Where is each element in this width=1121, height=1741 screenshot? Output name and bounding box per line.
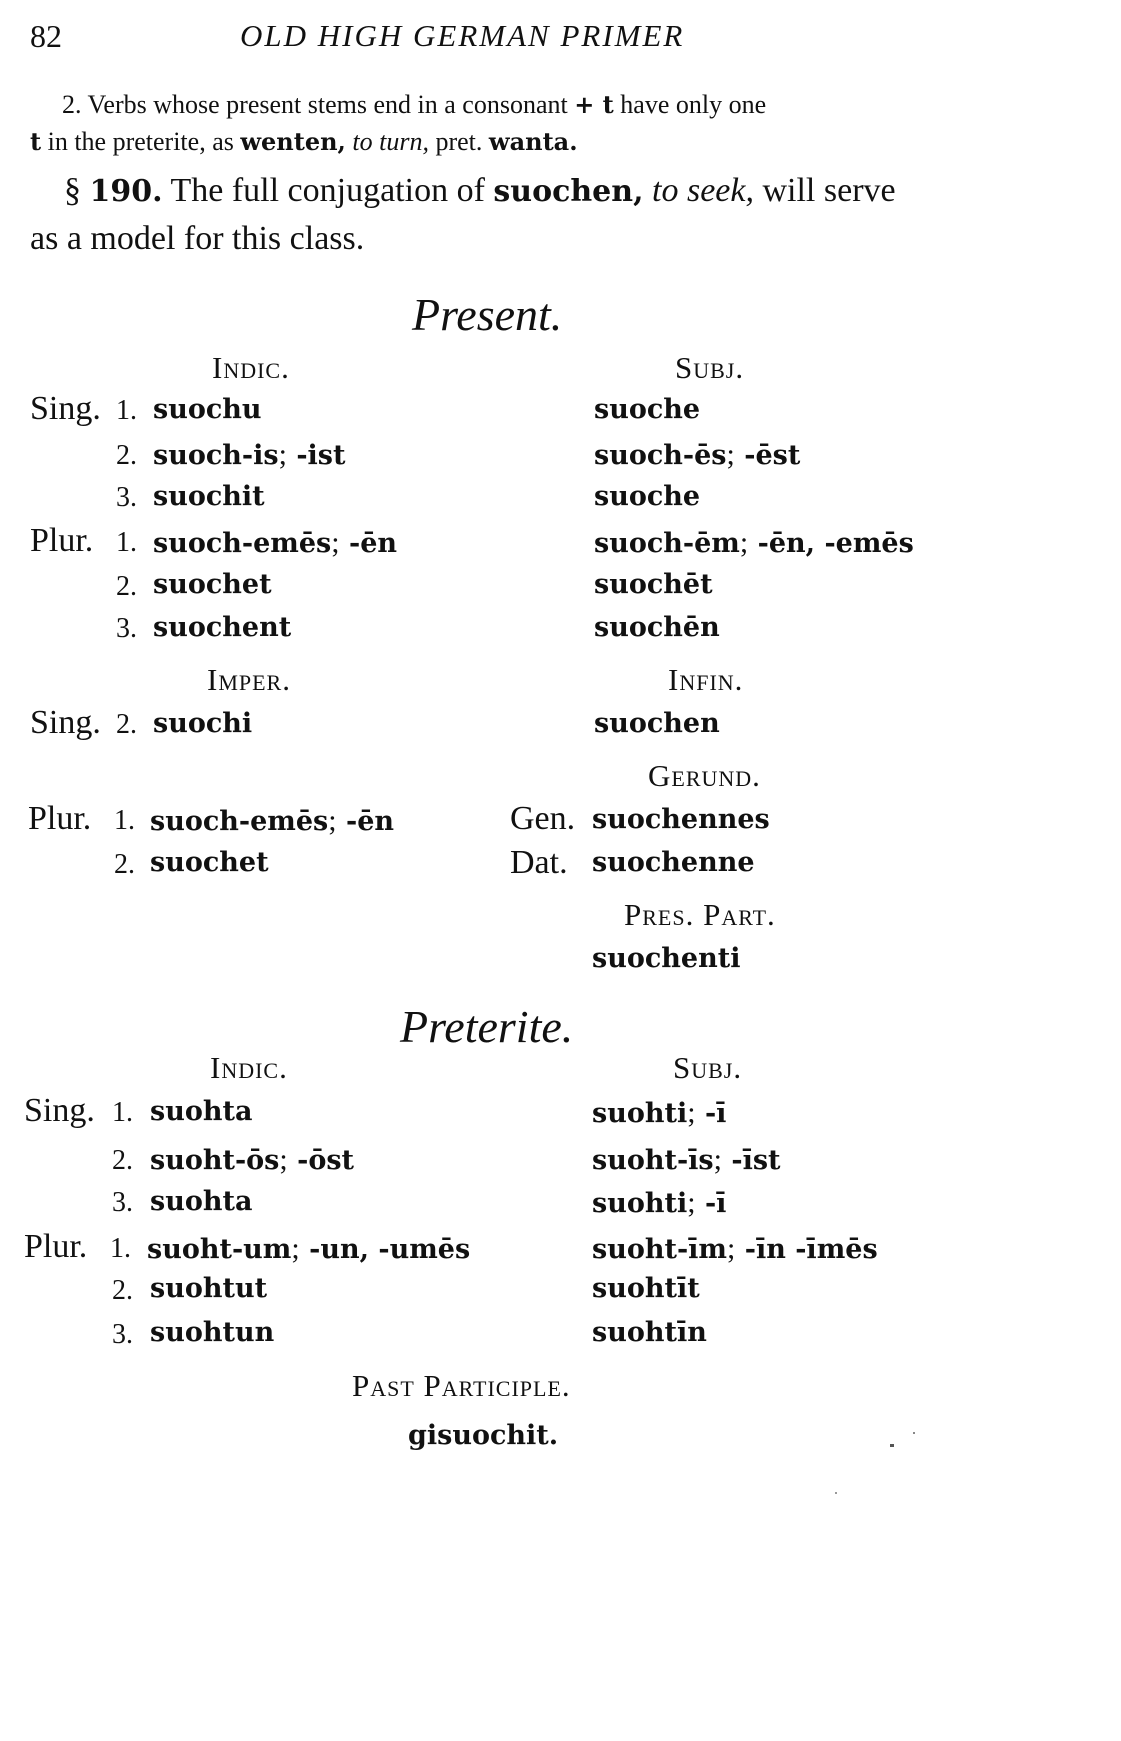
preterite-title: Preterite. [400, 1001, 574, 1052]
row-number: 3. [112, 1319, 133, 1350]
present-indic-2pl: suochet [153, 569, 272, 600]
preterite-subj-1pl [592, 1232, 878, 1266]
form: suoch-emēs [150, 806, 329, 837]
note-text: pret. [435, 127, 483, 156]
row-number: 2. [116, 571, 137, 602]
note-gloss: to turn, [352, 127, 429, 156]
infinitive: suochen [594, 708, 720, 739]
section-paragraph-line-2: as a model for this class. [30, 220, 365, 257]
para-gloss: to seek, [652, 172, 754, 209]
gerund-gen: suochennes [592, 804, 770, 835]
row-number: 1. [116, 395, 137, 426]
variant: -īn -īmēs [744, 1234, 878, 1265]
row-number: 2. [112, 1145, 133, 1176]
note-line-1 [62, 90, 766, 120]
preterite-plur-label: Plur. [24, 1228, 88, 1265]
note-text: in the preterite, as [47, 127, 234, 156]
present-subj-3pl: suochēn [594, 612, 720, 643]
present-indic-3pl: suochent [153, 612, 292, 643]
present-indic-2sg [153, 438, 345, 472]
separator: ; [726, 438, 735, 471]
separator: ; [713, 1143, 722, 1176]
present-subj-1pl [594, 526, 914, 560]
present-subj-2sg [594, 438, 800, 472]
pres-part: suochenti [592, 943, 741, 974]
row-number: 2. [116, 440, 137, 471]
note-word: wenten, [240, 127, 346, 156]
preterite-subj-3pl: suohtīn [592, 1317, 707, 1348]
row-number: 1. [112, 1097, 133, 1128]
form: suoht-ōs [150, 1145, 280, 1176]
separator: ; [687, 1186, 696, 1219]
variant: -un, -umēs [309, 1234, 471, 1265]
preterite-subj-2sg [592, 1143, 781, 1177]
note-line-2 [30, 127, 578, 157]
preterite-indic-2pl: suohtut [150, 1273, 268, 1304]
past-participle: gisuochit. [408, 1420, 559, 1451]
preterite-indic-1pl [147, 1232, 470, 1266]
preterite-indic-label: Indic. [210, 1050, 288, 1085]
form: suoch-emēs [153, 528, 332, 559]
preterite-indic-2sg [150, 1143, 354, 1177]
separator: ; [279, 1143, 288, 1176]
variant: -īst [731, 1145, 781, 1176]
present-subj-3sg: suoche [594, 481, 701, 512]
variant: -ēn, -emēs [757, 528, 914, 559]
row-number: 3. [116, 482, 137, 513]
present-sing-label: Sing. [30, 390, 101, 427]
running-title: OLD HIGH GERMAN PRIMER [240, 18, 685, 53]
scan-speck [890, 1444, 894, 1447]
form: suoht-īm [592, 1234, 727, 1265]
preterite-sing-label: Sing. [24, 1092, 95, 1129]
imper-plur-label: Plur. [28, 800, 92, 837]
form: suoht-um [147, 1234, 292, 1265]
separator: ; [331, 526, 340, 559]
separator: ; [278, 438, 287, 471]
variant: -ist [296, 440, 346, 471]
row-number: 2. [114, 849, 135, 880]
present-indic-1sg: suochu [153, 394, 262, 425]
form: suoht-īs [592, 1145, 714, 1176]
form: suoch-ēm [594, 528, 740, 559]
preterite-subj-2pl: suohtīt [592, 1273, 700, 1304]
present-indic-label: Indic. [212, 350, 290, 385]
section-sign: § [64, 172, 81, 209]
note-number: 2. [62, 90, 82, 119]
variant: -ī [704, 1098, 727, 1129]
row-number: 2. [112, 1275, 133, 1306]
page-number: 82 [30, 18, 62, 54]
separator: ; [291, 1232, 300, 1265]
present-plur-label: Plur. [30, 522, 94, 559]
section-number: 190. [89, 174, 163, 209]
note-text: Verbs whose present stems end in a consonant [87, 90, 568, 119]
gerund-dat: suochenne [592, 847, 755, 878]
variant: -ēn [346, 806, 395, 837]
variant: -ēn [349, 528, 398, 559]
note-t: t [30, 127, 42, 156]
section-paragraph-line-1 [64, 172, 896, 210]
imper-2pl: suochet [150, 847, 269, 878]
pres-part-label: Pres. Part. [624, 897, 776, 932]
imper-2sg: suochi [153, 708, 253, 739]
preterite-indic-1sg: suohta [150, 1096, 253, 1127]
present-subj-label: Subj. [675, 350, 745, 385]
present-indic-1pl [153, 526, 397, 560]
scan-speck [913, 1432, 915, 1434]
para-text: will serve [762, 172, 896, 209]
scan-speck [835, 1492, 837, 1494]
row-number: 3. [116, 613, 137, 644]
note-plus-t: + t [574, 90, 614, 119]
row-number: 3. [112, 1187, 133, 1218]
row-number: 1. [116, 527, 137, 558]
row-number: 2. [116, 709, 137, 740]
form: suoch-is [153, 440, 279, 471]
preterite-subj-3sg [592, 1186, 726, 1220]
para-word: suochen, [493, 174, 644, 209]
past-participle-label: Past Participle. [352, 1368, 571, 1403]
para-text: The full conjugation of [170, 172, 485, 209]
preterite-subj-label: Subj. [673, 1050, 743, 1085]
variant: -ēst [744, 440, 801, 471]
preterite-indic-3sg: suohta [150, 1186, 253, 1217]
separator: ; [726, 1232, 736, 1265]
separator: ; [328, 804, 337, 837]
form: suoch-ēs [594, 440, 727, 471]
present-indic-3sg: suochit [153, 481, 265, 512]
infin-label: Infin. [668, 662, 744, 697]
row-number: 1. [114, 805, 135, 836]
variant: -ōst [297, 1145, 354, 1176]
imper-label: Imper. [207, 662, 291, 697]
gerund-label: Gerund. [648, 758, 761, 793]
separator: ; [687, 1096, 696, 1129]
present-subj-2pl: suochēt [594, 569, 713, 600]
variant: -ī [704, 1188, 727, 1219]
preterite-subj-1sg [592, 1096, 726, 1130]
present-subj-1sg: suoche [594, 394, 701, 425]
note-word: wanta. [488, 127, 578, 156]
preterite-indic-3pl: suohtun [150, 1317, 275, 1348]
gen-label: Gen. [510, 800, 576, 837]
form: suohti [592, 1098, 688, 1129]
row-number: 1. [110, 1233, 131, 1264]
imper-1pl [150, 804, 394, 838]
dat-label: Dat. [510, 844, 568, 881]
separator: ; [739, 526, 749, 559]
note-text: have only one [620, 90, 767, 119]
imper-sing-label: Sing. [30, 704, 101, 741]
form: suohti [592, 1188, 688, 1219]
present-title: Present. [412, 289, 563, 340]
